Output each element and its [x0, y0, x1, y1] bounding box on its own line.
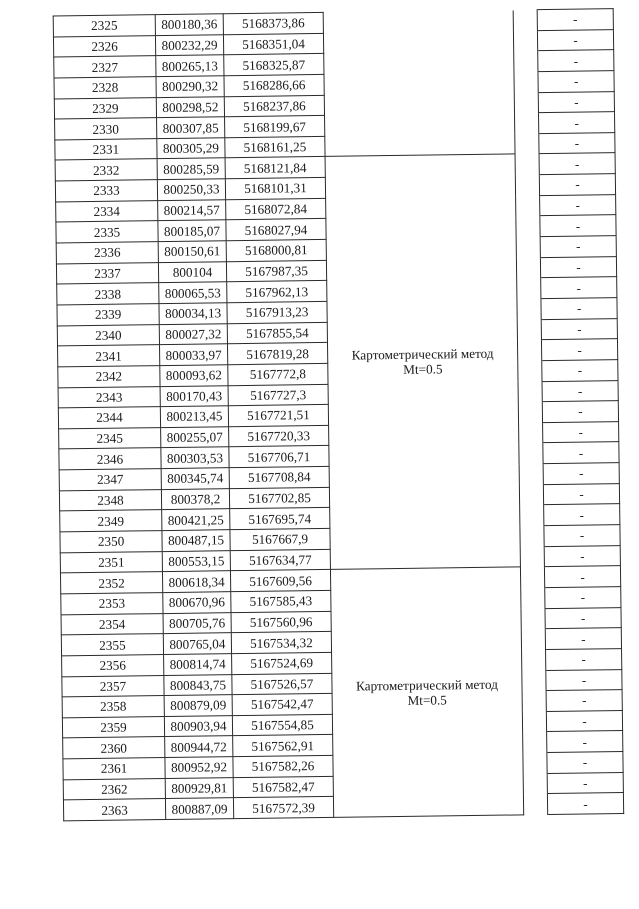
- spacer-cell: [515, 154, 539, 175]
- x-coordinate-cell: 800944,72: [165, 736, 233, 758]
- point-number-cell: 2358: [62, 696, 164, 718]
- y-coordinate-cell: 5167585,43: [231, 590, 331, 612]
- dash-cell: -: [539, 132, 615, 154]
- point-number-cell: 2357: [62, 675, 164, 697]
- spacer-cell: [521, 588, 545, 609]
- x-coordinate-cell: 800033,97: [160, 344, 228, 366]
- point-number-cell: 2348: [59, 489, 161, 511]
- y-coordinate-cell: 5167560,96: [231, 611, 331, 633]
- x-coordinate-cell: 800553,15: [162, 550, 230, 572]
- spacer-cell: [521, 608, 545, 629]
- point-number-cell: 2338: [57, 283, 159, 305]
- point-number-cell: 2363: [63, 799, 165, 821]
- x-coordinate-cell: 800265,13: [156, 55, 224, 77]
- x-coordinate-cell: 800285,59: [157, 158, 225, 180]
- dash-cell: -: [546, 669, 622, 691]
- method-cell: [323, 10, 515, 157]
- point-number-cell: 2350: [60, 531, 162, 553]
- y-coordinate-cell: 5167855,54: [227, 322, 327, 344]
- method-accuracy: Mt=0.5: [403, 361, 443, 378]
- dash-cell: -: [541, 298, 617, 320]
- point-number-cell: 2332: [55, 159, 157, 181]
- point-number-cell: 2360: [63, 737, 165, 759]
- spacer-cell: [522, 691, 546, 712]
- spacer-cell: [518, 360, 542, 381]
- dash-cell: -: [546, 710, 622, 732]
- spacer-cell: [516, 195, 540, 216]
- dash-cell: -: [538, 71, 614, 93]
- dash-cell: -: [541, 339, 617, 361]
- point-number-cell: 2346: [59, 448, 161, 470]
- x-coordinate-cell: 800903,94: [164, 715, 232, 737]
- spacer-cell: [521, 629, 545, 650]
- spacer-cell: [523, 773, 547, 794]
- dash-cell: -: [539, 174, 615, 196]
- x-coordinate-cell: 800213,45: [160, 406, 228, 428]
- x-coordinate-cell: 800093,62: [160, 365, 228, 387]
- y-coordinate-cell: 5168101,31: [225, 178, 325, 200]
- point-number-cell: 2325: [53, 15, 155, 37]
- dash-cell: -: [539, 153, 615, 175]
- x-coordinate-cell: 800303,53: [161, 447, 229, 469]
- spacer-cell: [519, 484, 543, 505]
- spacer-cell: [523, 794, 547, 815]
- point-number-cell: 2333: [55, 180, 157, 202]
- spacer-cell: [519, 464, 543, 485]
- dash-cell: -: [544, 545, 620, 567]
- spacer-cell: [520, 505, 544, 526]
- coordinates-table: [53, 8, 625, 821]
- spacer-cell: [523, 732, 547, 753]
- point-number-cell: 2331: [55, 138, 157, 160]
- x-coordinate-cell: 800027,32: [159, 323, 227, 345]
- spacer-cell: [520, 567, 544, 588]
- dash-cell: -: [547, 793, 623, 815]
- x-coordinate-cell: 800765,04: [163, 633, 231, 655]
- y-coordinate-cell: 5168237,86: [224, 95, 324, 117]
- point-number-cell: 2336: [56, 242, 158, 264]
- method-name: Картометрический метод: [355, 676, 498, 694]
- y-coordinate-cell: 5167962,13: [227, 281, 327, 303]
- spacer-cell: [514, 51, 538, 72]
- y-coordinate-cell: 5168000,81: [226, 239, 326, 261]
- x-coordinate-cell: 800305,29: [157, 138, 225, 160]
- x-coordinate-cell: 800250,33: [157, 179, 225, 201]
- dash-cell: -: [542, 359, 618, 381]
- dash-cell: -: [543, 483, 619, 505]
- dash-cell: -: [544, 525, 620, 547]
- y-coordinate-cell: 5168161,25: [225, 136, 325, 158]
- y-coordinate-cell: 5167534,32: [231, 632, 331, 654]
- point-number-cell: 2354: [61, 613, 163, 635]
- point-number-cell: 2359: [62, 716, 164, 738]
- y-coordinate-cell: 5168325,87: [224, 54, 324, 76]
- point-number-cell: 2355: [61, 634, 163, 656]
- y-coordinate-cell: 5167720,33: [229, 425, 329, 447]
- dash-cell: -: [543, 421, 619, 443]
- spacer-cell: [517, 299, 541, 320]
- y-coordinate-cell: 5167634,77: [230, 549, 330, 571]
- dash-cell: -: [540, 215, 616, 237]
- x-coordinate-cell: 800421,25: [162, 509, 230, 531]
- point-number-cell: 2356: [62, 654, 164, 676]
- y-coordinate-cell: 5167721,51: [228, 405, 328, 427]
- y-coordinate-cell: 5168072,84: [226, 198, 326, 220]
- spacer-cell: [520, 526, 544, 547]
- x-coordinate-cell: 800843,75: [164, 674, 232, 696]
- dash-cell: -: [540, 256, 616, 278]
- y-coordinate-cell: 5168121,84: [225, 157, 325, 179]
- point-number-cell: 2341: [58, 345, 160, 367]
- dash-cell: -: [537, 29, 613, 51]
- x-coordinate-cell: 800034,13: [159, 303, 227, 325]
- x-coordinate-cell: 800150,61: [158, 241, 226, 263]
- x-coordinate-cell: 800705,76: [163, 612, 231, 634]
- point-number-cell: 2343: [58, 386, 160, 408]
- spacer-cell: [518, 381, 542, 402]
- spacer-cell: [516, 237, 540, 258]
- point-number-cell: 2327: [54, 56, 156, 78]
- dash-cell: -: [543, 463, 619, 485]
- dash-cell: -: [542, 401, 618, 423]
- spacer-cell: [514, 72, 538, 93]
- point-number-cell: 2353: [61, 593, 163, 615]
- y-coordinate-cell: 5167819,28: [227, 343, 327, 365]
- point-number-cell: 2351: [60, 551, 162, 573]
- point-number-cell: 2329: [54, 97, 156, 119]
- spacer-cell: [514, 113, 538, 134]
- point-number-cell: 2334: [56, 200, 158, 222]
- spacer-cell: [513, 10, 537, 31]
- y-coordinate-cell: 5167582,26: [233, 755, 333, 777]
- x-coordinate-cell: 800255,07: [161, 427, 229, 449]
- point-number-cell: 2342: [58, 365, 160, 387]
- y-coordinate-cell: 5167572,39: [233, 797, 333, 819]
- point-number-cell: 2362: [63, 778, 165, 800]
- y-coordinate-cell: 5167609,56: [230, 570, 330, 592]
- point-number-cell: 2326: [53, 35, 155, 57]
- dash-cell: -: [545, 628, 621, 650]
- x-coordinate-cell: 800670,96: [163, 592, 231, 614]
- y-coordinate-cell: 5167706,71: [229, 446, 329, 468]
- y-coordinate-cell: 5168373,86: [223, 12, 323, 34]
- spacer-cell: [514, 92, 538, 113]
- dash-cell: -: [546, 648, 622, 670]
- x-coordinate-cell: 800487,15: [162, 530, 230, 552]
- y-coordinate-cell: 5168286,66: [224, 74, 324, 96]
- dash-cell: -: [540, 236, 616, 258]
- spacer-cell: [513, 30, 537, 51]
- spacer-cell: [517, 340, 541, 361]
- y-coordinate-cell: 5167542,47: [232, 694, 332, 716]
- point-number-cell: 2344: [58, 407, 160, 429]
- dash-cell: -: [545, 607, 621, 629]
- point-number-cell: 2352: [60, 572, 162, 594]
- dash-cell: -: [541, 318, 617, 340]
- point-number-cell: 2328: [54, 77, 156, 99]
- point-number-cell: 2347: [59, 469, 161, 491]
- y-coordinate-cell: 5167913,23: [227, 301, 327, 323]
- spacer-cell: [516, 216, 540, 237]
- y-coordinate-cell: 5168199,67: [225, 116, 325, 138]
- y-coordinate-cell: 5167695,74: [230, 508, 330, 530]
- spacer-cell: [520, 546, 544, 567]
- spacer-cell: [522, 670, 546, 691]
- dash-cell: -: [538, 112, 614, 134]
- dash-cell: -: [542, 380, 618, 402]
- method-name: Картометрический метод: [351, 346, 494, 363]
- point-number-cell: 2361: [63, 758, 165, 780]
- x-coordinate-cell: 800618,34: [162, 571, 230, 593]
- x-coordinate-cell: 800170,43: [160, 385, 228, 407]
- y-coordinate-cell: 5167987,35: [226, 260, 326, 282]
- x-coordinate-cell: 800307,85: [157, 117, 225, 139]
- dash-cell: -: [547, 731, 623, 753]
- x-coordinate-cell: 800185,07: [158, 220, 226, 242]
- dash-cell: -: [540, 194, 616, 216]
- dash-cell: -: [538, 91, 614, 113]
- spacer-cell: [519, 422, 543, 443]
- method-cell: [325, 154, 520, 569]
- x-coordinate-cell: 800290,32: [156, 76, 224, 98]
- point-number-cell: 2339: [57, 304, 159, 326]
- x-coordinate-cell: 800232,29: [155, 34, 223, 56]
- point-number-cell: 2345: [59, 427, 161, 449]
- x-coordinate-cell: 800814,74: [164, 654, 232, 676]
- dash-cell: -: [544, 504, 620, 526]
- spacer-cell: [516, 257, 540, 278]
- spacer-cell: [523, 753, 547, 774]
- coordinates-table-body: [53, 9, 623, 821]
- y-coordinate-cell: 5168027,94: [226, 219, 326, 241]
- y-coordinate-cell: 5167772,8: [228, 363, 328, 385]
- y-coordinate-cell: 5167524,69: [232, 652, 332, 674]
- spacer-cell: [519, 443, 543, 464]
- dash-cell: -: [547, 772, 623, 794]
- dash-cell: -: [546, 690, 622, 712]
- method-cell: [330, 567, 523, 817]
- point-number-cell: 2340: [57, 324, 159, 346]
- point-number-cell: 2337: [56, 262, 158, 284]
- x-coordinate-cell: 800378,2: [161, 488, 229, 510]
- y-coordinate-cell: 5167702,85: [229, 487, 329, 509]
- x-coordinate-cell: 800298,52: [156, 96, 224, 118]
- spacer-cell: [515, 133, 539, 154]
- y-coordinate-cell: 5167667,9: [230, 528, 330, 550]
- y-coordinate-cell: 5167582,47: [233, 776, 333, 798]
- point-number-cell: 2349: [60, 510, 162, 532]
- y-coordinate-cell: 5167562,91: [233, 735, 333, 757]
- point-number-cell: 2330: [55, 118, 157, 140]
- dash-cell: -: [543, 442, 619, 464]
- x-coordinate-cell: 800345,74: [161, 468, 229, 490]
- y-coordinate-cell: 5167727,3: [228, 384, 328, 406]
- y-coordinate-cell: 5167554,85: [232, 714, 332, 736]
- point-number-cell: 2335: [56, 221, 158, 243]
- x-coordinate-cell: 800214,57: [158, 199, 226, 221]
- spacer-cell: [522, 711, 546, 732]
- x-coordinate-cell: 800180,36: [155, 14, 223, 36]
- spacer-cell: [515, 175, 539, 196]
- dash-cell: -: [538, 50, 614, 72]
- dash-cell: -: [537, 9, 613, 31]
- spacer-cell: [517, 319, 541, 340]
- x-coordinate-cell: 800879,09: [164, 695, 232, 717]
- dash-cell: -: [541, 277, 617, 299]
- spacer-cell: [517, 278, 541, 299]
- dash-cell: -: [545, 587, 621, 609]
- x-coordinate-cell: 800952,92: [165, 757, 233, 779]
- spacer-cell: [522, 649, 546, 670]
- y-coordinate-cell: 5168351,04: [223, 33, 323, 55]
- dash-cell: -: [547, 752, 623, 774]
- dash-cell: -: [544, 566, 620, 588]
- x-coordinate-cell: 800887,09: [165, 798, 233, 820]
- y-coordinate-cell: 5167526,57: [232, 673, 332, 695]
- x-coordinate-cell: 800104: [158, 261, 226, 283]
- spacer-cell: [518, 402, 542, 423]
- y-coordinate-cell: 5167708,84: [229, 466, 329, 488]
- method-accuracy: Mt=0.5: [407, 692, 447, 708]
- x-coordinate-cell: 800065,53: [159, 282, 227, 304]
- x-coordinate-cell: 800929,81: [165, 777, 233, 799]
